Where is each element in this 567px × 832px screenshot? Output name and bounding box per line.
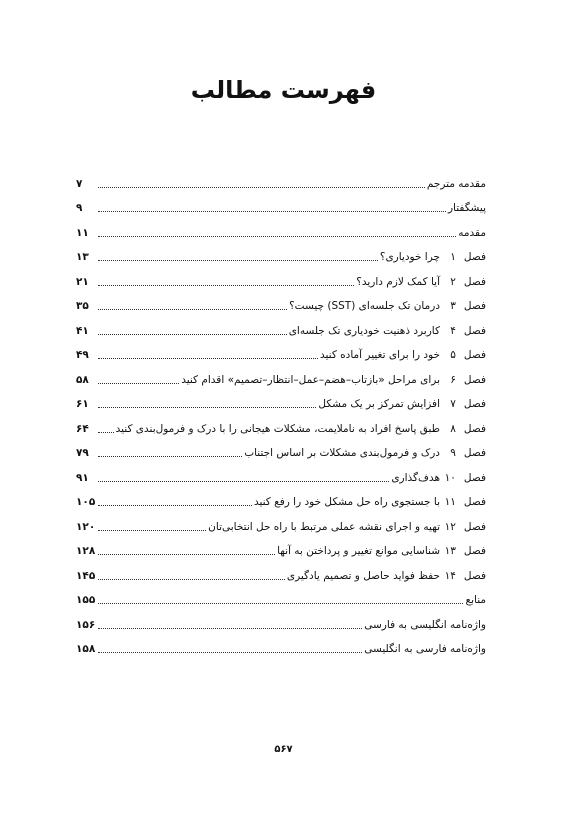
toc-entry: [76, 534, 486, 559]
dot-leader: [98, 505, 252, 506]
table-of-contents: [76, 166, 486, 656]
chapter-number: ۶: [450, 373, 456, 386]
entry-title: آیا کمک لازم دارید؟: [356, 275, 440, 288]
toc-entry: [76, 607, 486, 632]
toc-entry: [76, 166, 486, 191]
entry-title: چرا خودیاری؟: [379, 251, 440, 263]
entry-title: شناسایی موانع تغییر و پرداختن به آنها: [277, 545, 440, 557]
entry-page-number: ۱۰۵: [76, 496, 96, 508]
entry-title: هدف‌گذاری: [391, 471, 440, 484]
chapter-number: ۹: [450, 447, 456, 459]
entry-title: خود را برای تغییر آماده کنید: [319, 349, 440, 361]
toc-entry: [76, 313, 486, 338]
chapter-label: [440, 520, 486, 534]
toc-entry: [76, 215, 486, 240]
chapter-number: ۲: [450, 275, 456, 288]
entry-page-number: ۶۱: [76, 398, 89, 410]
chapter-label: [440, 446, 486, 460]
dot-leader: [98, 456, 242, 457]
toc-entry: [76, 362, 486, 387]
dot-leader: [98, 579, 285, 580]
entry-page-number: ۱۳: [76, 251, 89, 263]
entry-title: طبق پاسخ افراد به ناملایمت، مشکلات هیجانی را با درک و فرمول‌بندی کنید: [115, 422, 440, 435]
chapter-number: ۱۰: [444, 471, 456, 484]
toc-entry: [76, 411, 486, 436]
entry-title: حفظ فواید حاصل و تصمیم یادگیری: [286, 569, 440, 582]
chapter-number: ۴: [450, 324, 456, 337]
toc-entry: [76, 338, 486, 363]
chapter-word: فصل: [463, 545, 486, 557]
chapter-number: ۱۲: [444, 520, 456, 533]
chapter-number: ۱۴: [444, 569, 456, 582]
toc-entry: [76, 387, 486, 412]
chapter-number: ۷: [450, 398, 456, 410]
chapter-number: ۱۳: [444, 545, 456, 557]
entry-page-number: ۹۱: [76, 471, 89, 484]
entry-page-number: ۷: [76, 177, 83, 190]
entry-title: کاربرد ذهنیت خودیاری تک جلسه‌ای: [288, 324, 440, 337]
entry-title: درک و فرمول‌بندی مشکلات بر اساس اجتناب: [244, 447, 440, 459]
dot-leader: [98, 211, 446, 212]
chapter-label: [440, 397, 486, 411]
entry-page-number: ۱۴۵: [76, 569, 96, 582]
chapter-label: [440, 250, 486, 264]
dot-leader: [98, 554, 275, 555]
dot-leader: [98, 309, 287, 310]
chapter-word: فصل: [463, 569, 486, 582]
dot-leader: [98, 187, 425, 188]
dot-leader: [98, 530, 206, 531]
entry-page-number: ۱۵۶: [76, 618, 96, 631]
chapter-word: فصل: [463, 496, 486, 508]
chapter-label: [440, 348, 486, 362]
entry-title: مقدمه مترجم: [426, 177, 486, 190]
toc-entry: [76, 632, 486, 657]
dot-leader: [98, 285, 354, 286]
toc-entry: [76, 289, 486, 314]
chapter-label: [440, 569, 486, 583]
entry-title: با جستجوی راه حل مشکل خود را رفع کنید: [253, 496, 440, 508]
entry-title: برای مراحل «بازتاب–هضم–عمل–انتظار–تصمیم» اقدام کنید: [181, 373, 440, 386]
dot-leader: [98, 236, 456, 237]
dot-leader: [98, 407, 316, 408]
dot-leader: [98, 603, 463, 604]
chapter-word: فصل: [463, 324, 486, 337]
chapter-number: ۸: [450, 422, 456, 435]
chapter-word: فصل: [463, 300, 486, 312]
chapter-label: [440, 422, 486, 436]
entry-title: درمان تک جلسه‌ای (SST) چیست؟: [289, 300, 440, 312]
chapter-number: ۱۱: [444, 496, 456, 508]
dot-leader: [98, 358, 318, 359]
entry-title: منابع: [465, 594, 486, 606]
chapter-label: [440, 275, 486, 289]
entry-title: واژه‌نامه انگلیسی به فارسی: [364, 618, 486, 631]
entry-page-number: ۷۹: [76, 447, 89, 459]
chapter-number: ۱: [450, 251, 456, 263]
chapter-number: ۳: [450, 300, 456, 312]
chapter-label: [440, 299, 486, 313]
dot-leader: [98, 334, 287, 335]
entry-page-number: ۴۱: [76, 324, 89, 337]
chapter-word: فصل: [463, 398, 486, 410]
chapter-label: [440, 495, 486, 509]
entry-title: پیشگفتار: [447, 202, 486, 214]
entry-page-number: ۶۴: [76, 422, 89, 435]
chapter-label: [440, 544, 486, 558]
chapter-label: [440, 373, 486, 387]
chapter-word: فصل: [463, 275, 486, 288]
chapter-word: فصل: [463, 349, 486, 361]
toc-entry: [76, 264, 486, 289]
entry-title: تهیه و اجرای نقشه عملی مرتبط با راه حل انتخابی‌تان: [208, 520, 440, 533]
chapter-word: فصل: [463, 520, 486, 533]
entry-page-number: ۲۱: [76, 275, 89, 288]
entry-title: افزایش تمرکز بر یک مشکل: [318, 398, 440, 410]
chapter-label: [440, 471, 486, 485]
toc-entry: [76, 191, 486, 216]
toc-entry: [76, 583, 486, 608]
entry-page-number: ۱۵۵: [76, 594, 96, 606]
dot-leader: [98, 628, 362, 629]
chapter-number: ۵: [450, 349, 456, 361]
toc-entry: [76, 558, 486, 583]
dot-leader: [98, 652, 362, 653]
entry-page-number: ۱۲۸: [76, 545, 96, 557]
toc-entry: [76, 436, 486, 461]
chapter-word: فصل: [463, 251, 486, 263]
entry-page-number: ۳۵: [76, 300, 89, 312]
dot-leader: [98, 481, 389, 482]
dot-leader: [98, 260, 378, 261]
toc-entry: [76, 240, 486, 265]
entry-page-number: ۱۲۰: [76, 520, 96, 533]
entry-title: واژه‌نامه فارسی به انگلیسی: [364, 643, 486, 655]
chapter-word: فصل: [463, 373, 486, 386]
chapter-word: فصل: [463, 422, 486, 435]
entry-page-number: ۴۹: [76, 349, 89, 361]
dot-leader: [98, 432, 114, 433]
page-title: فهرست مطالب: [190, 76, 377, 104]
toc-entry: [76, 485, 486, 510]
entry-page-number: ۵۸: [76, 373, 89, 386]
chapter-word: فصل: [463, 447, 486, 459]
dot-leader: [98, 383, 179, 384]
entry-page-number: ۱۱: [76, 226, 89, 239]
toc-entry: [76, 509, 486, 534]
entry-title: مقدمه: [458, 226, 486, 239]
entry-page-number: ۹: [76, 202, 83, 214]
chapter-word: فصل: [463, 471, 486, 484]
page-number: ۵۶۷: [274, 744, 293, 755]
chapter-label: [440, 324, 486, 338]
toc-entry: [76, 460, 486, 485]
entry-page-number: ۱۵۸: [76, 643, 96, 655]
